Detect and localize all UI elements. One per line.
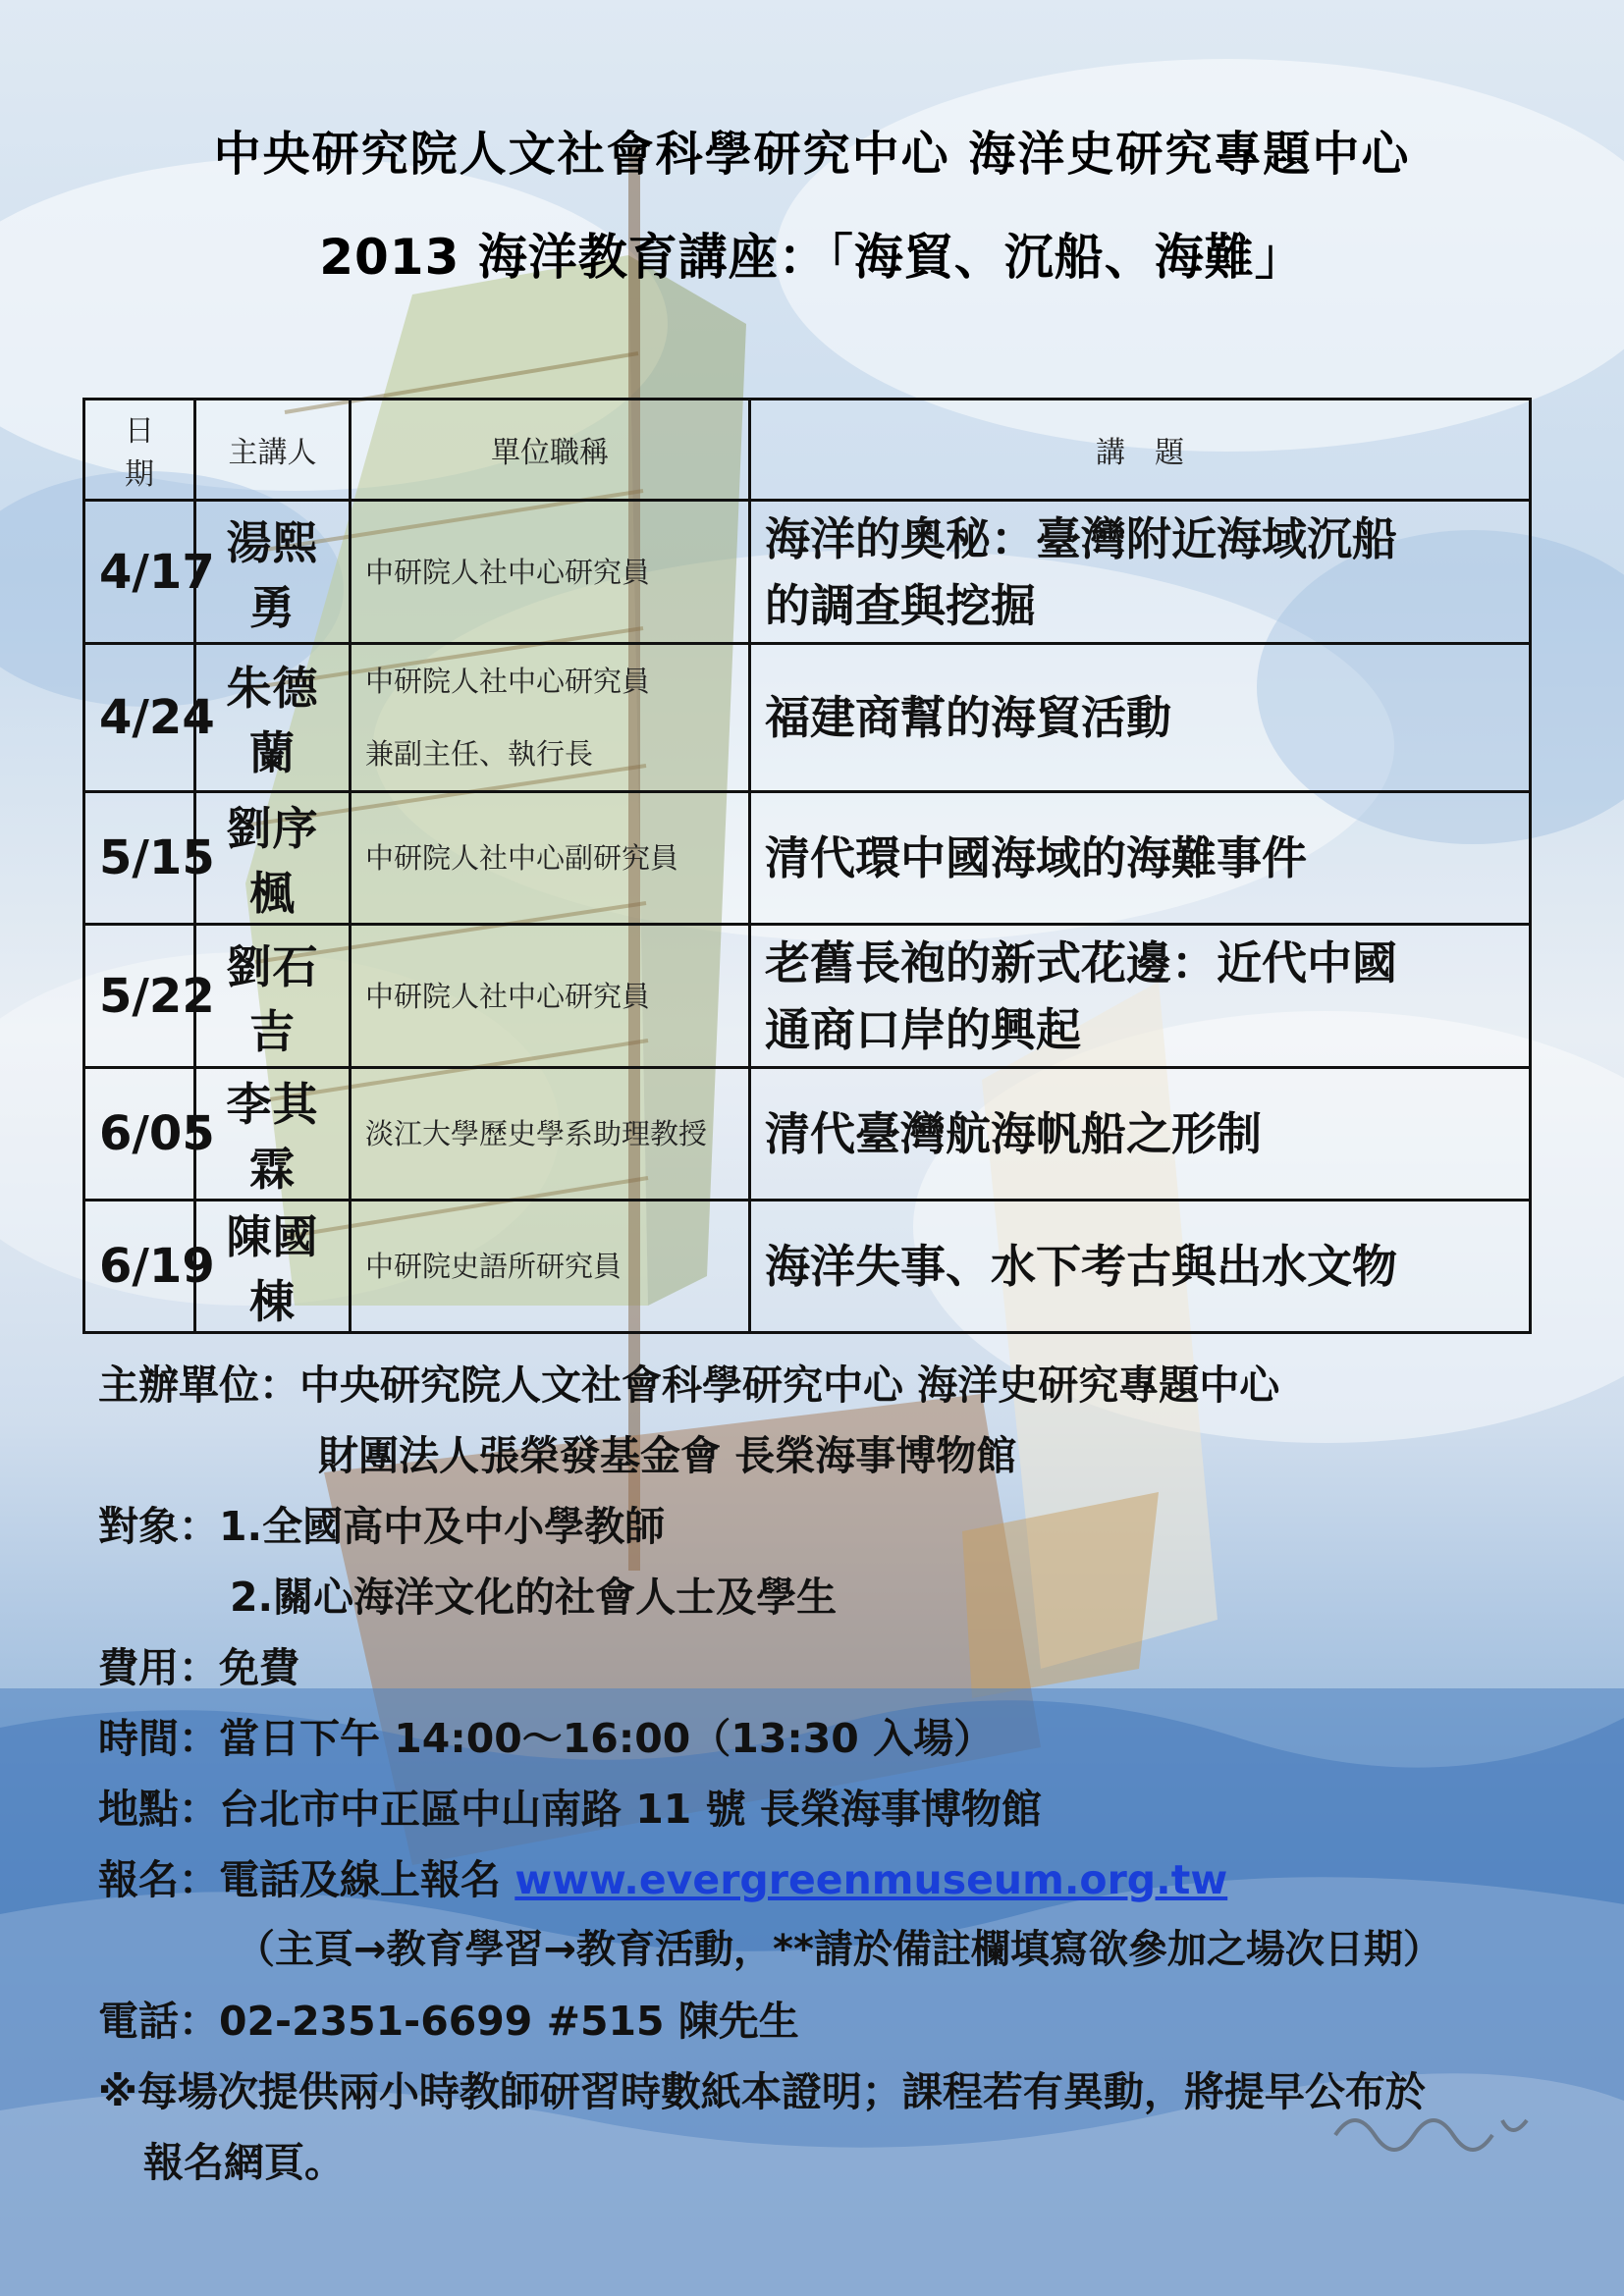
table-row: [84, 644, 1531, 792]
header-topic: 講 題: [750, 400, 1531, 501]
affiliation-line: 中研院人社中心研究員: [365, 665, 651, 698]
phone-line: 電話：02-2351-6699 #515 陳先生: [98, 1998, 799, 2045]
lecture-topic: [750, 925, 1531, 1068]
topic-line: 清代環中國海域的海難事件: [765, 831, 1307, 884]
table-row: [84, 925, 1531, 1068]
lecture-topic: [750, 1068, 1531, 1201]
topic-line: 清代臺灣航海帆船之形制: [765, 1107, 1262, 1160]
affiliation-line: 淡江大學歷史學系助理教授: [365, 1117, 708, 1150]
time-line: 時間：當日下午 14:00～16:00（13:30 入場）: [98, 1715, 995, 1762]
header-affiliation: 單位職稱: [351, 400, 750, 501]
fee-line: 費用：免費: [98, 1644, 299, 1691]
lecture-schedule-table: [82, 398, 1532, 1334]
organizer-secondary: 財團法人張榮發基金會 長榮海事博物館: [318, 1432, 1017, 1479]
topic-line: 的調查與挖掘: [765, 578, 1036, 632]
topic-line: 海洋失事、水下考古與出水文物: [765, 1240, 1397, 1293]
topic-line: 海洋的奧秘：臺灣附近海域沉船: [765, 511, 1397, 565]
signup-note: （主頁→教育學習→教育活動，**請於備註欄填寫欲參加之場次日期）: [236, 1927, 1442, 1972]
topic-line: 老舊長袍的新式花邊：近代中國: [765, 935, 1397, 989]
organizer-label: 主辦單位：: [98, 1362, 299, 1409]
signup-label: 報名：電話及線上報名: [98, 1856, 515, 1903]
lecture-series-title: 2013 海洋教育講座：「海貿、沉船、海難」: [319, 229, 1305, 286]
lecture-date: 5/22: [84, 925, 195, 1068]
lecture-date: 6/19: [84, 1201, 195, 1333]
lecture-speaker: 朱德蘭: [195, 644, 351, 792]
lecture-date: 6/05: [84, 1068, 195, 1201]
lecture-speaker: 劉石吉: [195, 925, 351, 1068]
certificate-note: ※每場次提供兩小時教師研習時數紙本證明；課程若有異動，將提早公布於: [98, 2068, 1426, 2115]
lecture-date: 4/24: [84, 644, 195, 792]
lecture-topic: [750, 644, 1531, 792]
lecture-date: 4/17: [84, 501, 195, 644]
affiliation-line: 中研院史語所研究員: [365, 1250, 623, 1283]
speaker-affiliation: [351, 925, 750, 1068]
affiliation-line: 兼副主任、執行長: [365, 737, 594, 771]
speaker-affiliation: [351, 1201, 750, 1333]
certificate-note-continued: 報名網頁。: [143, 2139, 345, 2186]
speaker-affiliation: [351, 501, 750, 644]
affiliation-line: 中研院人社中心副研究員: [365, 841, 679, 875]
organizer-title: 中央研究院人文社會科學研究中心 海洋史研究專題中心: [213, 127, 1411, 182]
speaker-affiliation: [351, 644, 750, 792]
audience-teachers: 1.全國高中及中小學教師: [219, 1503, 666, 1550]
topic-line: 福建商幫的海貿活動: [765, 691, 1171, 744]
topic-line: 通商口岸的興起: [765, 1002, 1081, 1056]
affiliation-line: 中研院人社中心研究員: [365, 979, 651, 1013]
lecture-speaker: 李其霖: [195, 1068, 351, 1201]
table-row: [84, 1068, 1531, 1201]
header-date: 日 期: [84, 400, 195, 501]
table-header-row: [84, 400, 1531, 501]
affiliation-line: 中研院人社中心研究員: [365, 555, 651, 589]
table-row: [84, 1201, 1531, 1333]
lecture-speaker: 劉序楓: [195, 792, 351, 925]
audience-public: 2.關心海洋文化的社會人士及學生: [230, 1574, 838, 1621]
speaker-affiliation: [351, 1068, 750, 1201]
audience-label: 對象：: [98, 1503, 219, 1550]
audience-line: [98, 1494, 665, 1552]
place-line: 地點：台北市中正區中山南路 11 號 長榮海事博物館: [98, 1786, 1042, 1833]
table-row: [84, 792, 1531, 925]
lecture-topic: [750, 792, 1531, 925]
organizer-primary: 中央研究院人文社會科學研究中心 海洋史研究專題中心: [299, 1362, 1280, 1409]
lecture-speaker: 陳國棟: [195, 1201, 351, 1333]
lecture-topic: [750, 501, 1531, 644]
organizer-line: [98, 1353, 1279, 1411]
signup-link[interactable]: www.evergreenmuseum.org.tw: [514, 1856, 1228, 1903]
lecture-speaker: 湯熙勇: [195, 501, 351, 644]
table-row: [84, 501, 1531, 644]
speaker-affiliation: [351, 792, 750, 925]
lecture-topic: [750, 1201, 1531, 1333]
signup-line: [98, 1847, 1227, 1905]
header-speaker: 主講人: [195, 400, 351, 501]
lecture-date: 5/15: [84, 792, 195, 925]
